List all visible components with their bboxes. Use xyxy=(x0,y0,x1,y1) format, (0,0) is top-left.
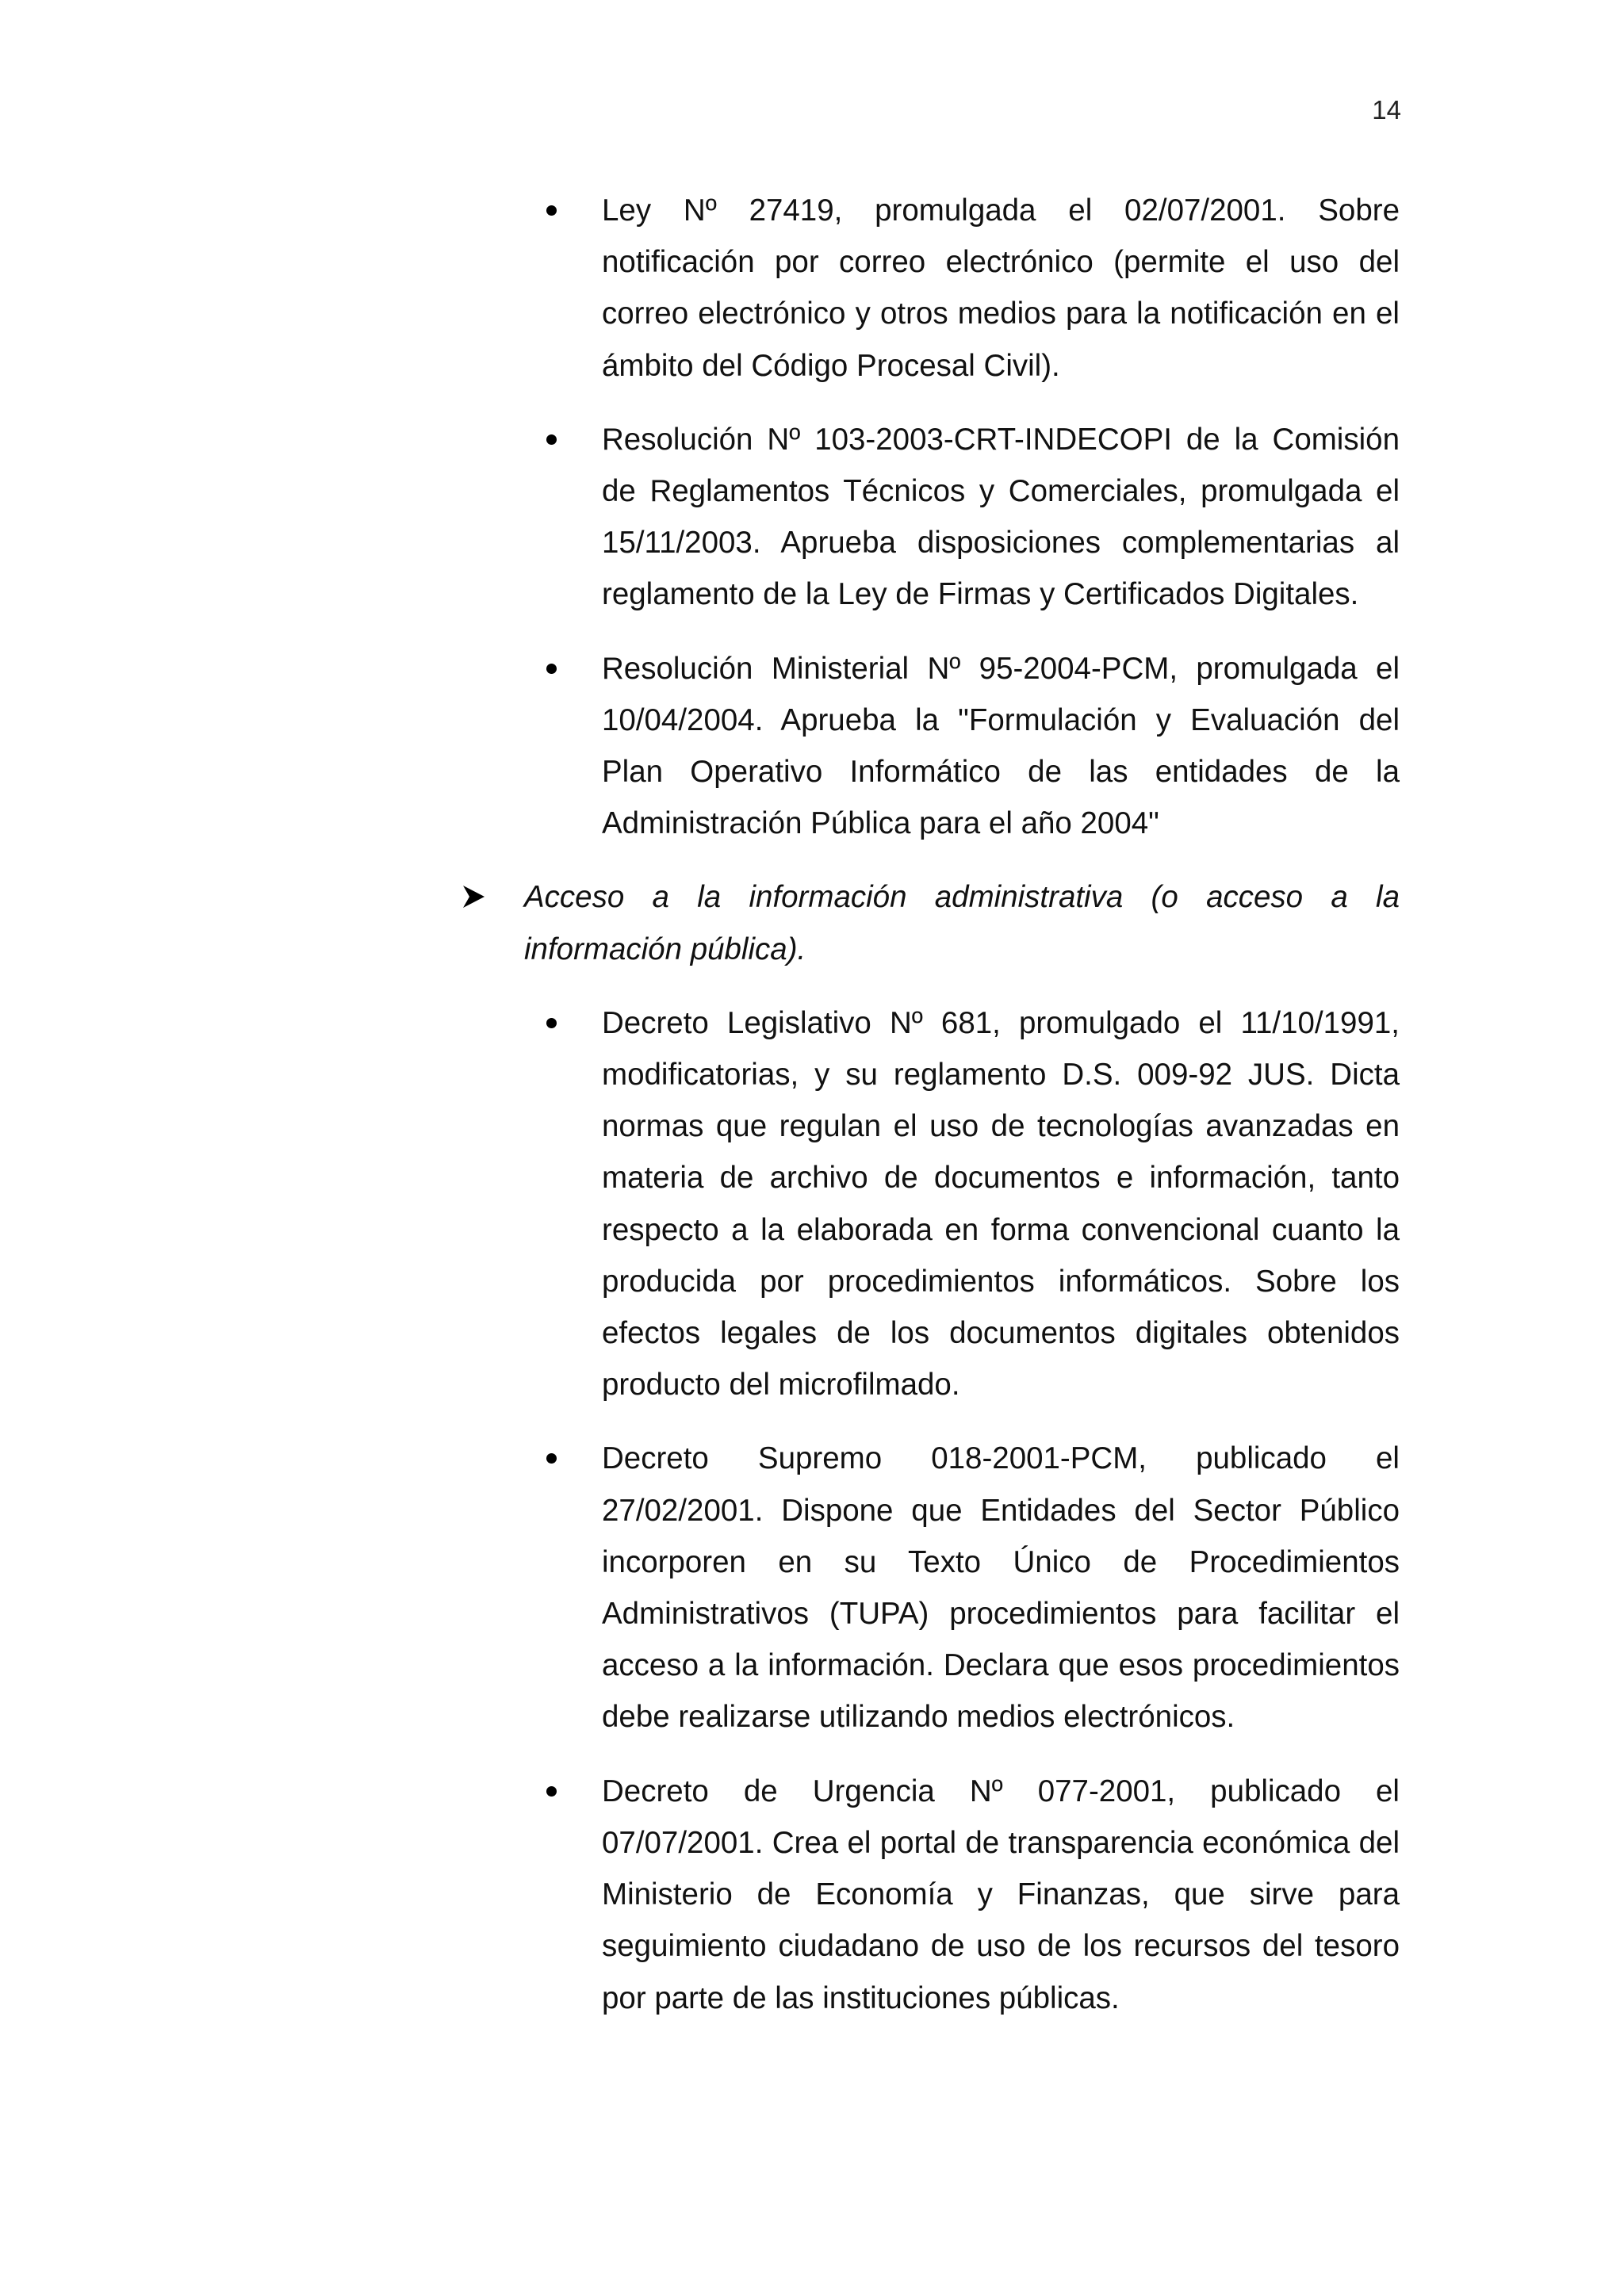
section-heading-text: Acceso a la información administrativa (o acceso a la información pública). xyxy=(524,880,1400,966)
bullet-dot-icon xyxy=(546,1018,557,1028)
list-item xyxy=(602,414,1400,621)
document-body xyxy=(0,185,1624,2046)
list-item xyxy=(602,1766,1400,2024)
bullet-dot-icon xyxy=(546,664,557,674)
list-item xyxy=(602,185,1400,392)
section-heading xyxy=(524,871,1400,974)
list-item-text: Resolución Ministerial Nº 95-2004-PCM, promulgada el 10/04/2004. Aprueba la "Formulación y Evaluación del Plan Operativo Informático de las entidades de la Administración Pública para el año 2004" xyxy=(602,651,1400,841)
list-item-text: Decreto Legislativo Nº 681, promulgado el 11/10/1991, modificatorias, y su reglamento D.S. 009-92 JUS. Dicta normas que regulan el uso de tecnologías avanzadas en materia de archivo de documentos e información, tanto respecto a la elaborada en forma convencional cuanto la producida por procedimientos informáticos. Sobre los efectos legales de los documentos digitales obtenidos producto del microfilmado. xyxy=(602,1005,1400,1402)
arrowhead-bullet-icon xyxy=(461,884,486,909)
list-item xyxy=(602,1433,1400,1743)
bullet-dot-icon xyxy=(546,434,557,445)
list-item-text: Decreto Supremo 018-2001-PCM, publicado el 27/02/2001. Dispone que Entidades del Sector Público incorporen en su Texto Único de Procedimientos Administrativos (TUPA) procedimientos para facilitar el acceso a la información. Declara que esos procedimientos debe realizarse utilizando medios electrónicos. xyxy=(602,1441,1400,1735)
bullet-dot-icon xyxy=(546,1453,557,1464)
bullet-dot-icon xyxy=(546,1786,557,1797)
page-number: 14 xyxy=(1372,95,1401,124)
list-item xyxy=(602,997,1400,1411)
bullet-dot-icon xyxy=(546,205,557,216)
list-item-text: Decreto de Urgencia Nº 077-2001, publicado el 07/07/2001. Crea el portal de transparencia económica del Ministerio de Economía y Finanzas, que sirve para seguimiento ciudadano de uso de los recursos del tesoro por parte de las instituciones públicas. xyxy=(602,1774,1400,2015)
list-item-text: Resolución Nº 103-2003-CRT-INDECOPI de la Comisión de Reglamentos Técnicos y Comerciales, promulgada el 15/11/2003. Aprueba disposiciones complementarias al reglamento de la Ley de Firmas y Certificados Digitales. xyxy=(602,422,1400,612)
list-item-text: Ley Nº 27419, promulgada el 02/07/2001. Sobre notificación por correo electrónico (permite el uso del correo electrónico y otros medios para la notificación en el ámbito del Código Procesal Civil). xyxy=(602,193,1400,383)
list-item xyxy=(602,643,1400,850)
